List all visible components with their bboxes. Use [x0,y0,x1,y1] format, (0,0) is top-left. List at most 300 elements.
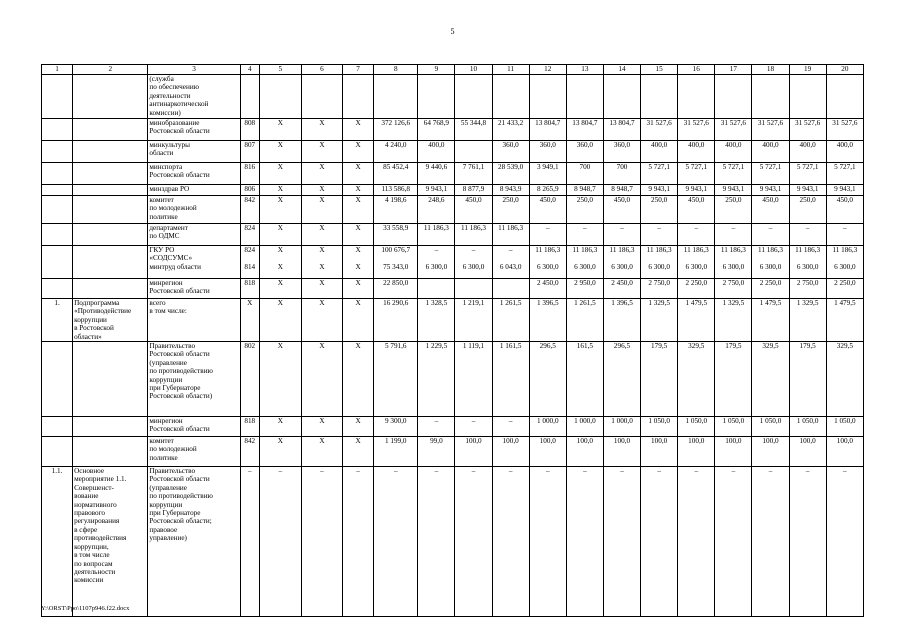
table-row [42,196,864,224]
amount-cell [715,75,752,119]
budget-code: 818 [240,279,259,299]
amount-cell: 1 229,5 [418,342,455,417]
row-number [42,119,73,141]
csr-code: X [301,141,342,163]
column-header: 8 [374,65,418,75]
amount-cell: 21 433,2 [492,119,529,141]
amount-cell: – 6 043,0 [492,246,529,279]
amount-cell: 9 300,0 [374,417,418,437]
amount-cell [455,279,492,299]
column-header: 2 [73,65,148,75]
amount-cell: 11 186,3 [455,224,492,246]
amount-cell: 11 186,3 6 300,0 [641,246,678,279]
program-name: Основное мероприятие 1.1. Совершенст- вование нормативного правового регулирования в сфере противодействия коррупции, в том числе по вопросам деятельности комиссии [73,467,148,617]
amount-cell: 11 186,3 6 300,0 [603,246,640,279]
amount-cell: 16 290,6 [374,299,418,342]
amount-cell: 64 768,9 [418,119,455,141]
executor-name: всего в том числе: [148,299,240,342]
amount-cell: 11 186,3 6 300,0 [826,246,863,279]
rzpr-code: X [259,141,301,163]
rzpr-code: X [259,342,301,417]
budget-code: 807 [240,141,259,163]
footer-file-path: Y:\ORST\Ppo\1107p946.f22.docx [41,605,130,612]
budget-code [240,75,259,119]
vr-code: X X [343,246,374,279]
csr-code: X [301,119,342,141]
vr-code: X [343,342,374,417]
program-name [73,141,148,163]
amount-cell: – [603,467,640,617]
amount-cell [374,75,418,119]
amount-cell: 5 727,1 [715,163,752,185]
amount-cell: 9 943,1 [752,185,789,196]
amount-cell: 8 943,9 [492,185,529,196]
amount-cell: 250,0 [492,196,529,224]
vr-code: X [343,299,374,342]
table-row [42,246,864,279]
amount-cell: 31 527,6 [789,119,826,141]
row-number [42,224,73,246]
vr-code: – [343,467,374,617]
amount-cell: – [603,224,640,246]
amount-cell: – [826,224,863,246]
amount-cell: – [752,224,789,246]
amount-cell: 1 000,0 [566,417,603,437]
amount-cell [678,75,715,119]
amount-cell: 13 804,7 [603,119,640,141]
row-number [42,437,73,467]
column-header: 10 [455,65,492,75]
amount-cell: 1 329,5 [641,299,678,342]
amount-cell: 100,0 [603,437,640,467]
amount-cell [492,279,529,299]
amount-cell: 4 198,6 [374,196,418,224]
program-name [73,246,148,279]
rzpr-code: X [259,163,301,185]
vr-code [343,75,374,119]
column-header: 14 [603,65,640,75]
rzpr-code: X [259,196,301,224]
amount-cell: 100,0 [678,437,715,467]
amount-cell: – [418,467,455,617]
amount-cell: 100,0 [715,437,752,467]
executor-name: (служба по обеспечению деятельности антинаркотической комиссии) [148,75,240,119]
column-header: 6 [301,65,342,75]
executor-name: департамент по ОДМС [148,224,240,246]
amount-cell: 372 126,6 [374,119,418,141]
column-header: 11 [492,65,529,75]
table-row [42,224,864,246]
program-name [73,437,148,467]
rzpr-code: X [259,185,301,196]
column-header: 12 [529,65,566,75]
amount-cell [641,75,678,119]
executor-name: минрегион Ростовской области [148,279,240,299]
amount-cell: 450,0 [529,196,566,224]
row-number [42,196,73,224]
vr-code: X [343,119,374,141]
amount-cell: 1 479,5 [826,299,863,342]
program-name [73,119,148,141]
amount-cell: 22 850,0 [374,279,418,299]
amount-cell: 1 261,5 [566,299,603,342]
budget-code: 824 [240,224,259,246]
rzpr-code: X [259,437,301,467]
amount-cell: 296,5 [603,342,640,417]
amount-cell: – [566,224,603,246]
amount-cell: 11 186,3 6 300,0 [789,246,826,279]
amount-cell: 179,5 [641,342,678,417]
amount-cell: – [641,467,678,617]
amount-cell: 1 329,5 [789,299,826,342]
amount-cell: 2 750,0 [789,279,826,299]
executor-name: комитет по молодежной политике [148,437,240,467]
amount-cell: – 6 300,0 [418,246,455,279]
amount-cell: 31 527,6 [678,119,715,141]
amount-cell: 100,0 [455,437,492,467]
amount-cell: 250,0 [715,196,752,224]
amount-cell: 2 250,0 [678,279,715,299]
amount-cell: – [789,224,826,246]
executor-name: минкультуры области [148,141,240,163]
amount-cell: 1 000,0 [529,417,566,437]
budget-code: 824 814 [240,246,259,279]
vr-code: X [343,163,374,185]
program-name [73,196,148,224]
amount-cell: 179,5 [715,342,752,417]
amount-cell: 5 727,1 [752,163,789,185]
program-name: Подпрограмма «Противодействие коррупции в Ростовской области» [73,299,148,342]
amount-cell: 329,5 [678,342,715,417]
amount-cell: – [492,417,529,437]
csr-code: X [301,299,342,342]
amount-cell: 11 186,3 6 300,0 [529,246,566,279]
amount-cell [789,75,826,119]
amount-cell: 400,0 [715,141,752,163]
csr-code: X [301,185,342,196]
csr-code: X X [301,246,342,279]
amount-cell: 1 199,0 [374,437,418,467]
column-header: 9 [418,65,455,75]
amount-cell: 9 943,1 [678,185,715,196]
column-header: 16 [678,65,715,75]
amount-cell: 100,0 [492,437,529,467]
amount-cell: 700 [603,163,640,185]
row-number [42,279,73,299]
amount-cell: 400,0 [789,141,826,163]
amount-cell: – [529,467,566,617]
amount-cell: 5 727,1 [641,163,678,185]
row-number: 1. [42,299,73,342]
row-number [42,246,73,279]
amount-cell: 1 050,0 [678,417,715,437]
amount-cell: – [566,467,603,617]
amount-cell: 2 250,0 [826,279,863,299]
amount-cell: 400,0 [678,141,715,163]
program-name [73,185,148,196]
rzpr-code: X [259,279,301,299]
amount-cell: 8 877,9 [455,185,492,196]
amount-cell: – [455,417,492,437]
table-row [42,163,864,185]
amount-cell: – [492,467,529,617]
amount-cell: 100,0 [641,437,678,467]
amount-cell: 31 527,6 [752,119,789,141]
amount-cell: 100,0 [566,437,603,467]
vr-code: X [343,279,374,299]
row-number [42,163,73,185]
amount-cell: 11 186,3 6 300,0 [678,246,715,279]
amount-cell: 1 050,0 [752,417,789,437]
amount-cell: 1 050,0 [641,417,678,437]
column-header: 15 [641,65,678,75]
column-header: 3 [148,65,240,75]
amount-cell: – [752,467,789,617]
table-row [42,279,864,299]
amount-cell: 1 396,5 [529,299,566,342]
amount-cell: 8 265,9 [529,185,566,196]
program-name [73,417,148,437]
amount-cell: 9 943,1 [641,185,678,196]
table-row [42,75,864,119]
amount-cell: 1 396,5 [603,299,640,342]
amount-cell: 700 [566,163,603,185]
amount-cell: 450,0 [455,196,492,224]
amount-cell: 1 050,0 [826,417,863,437]
column-header: 17 [715,65,752,75]
budget-code: 816 [240,163,259,185]
amount-cell: 1 050,0 [789,417,826,437]
amount-cell: – [715,467,752,617]
table-row [42,299,864,342]
csr-code: – [301,467,342,617]
row-number [42,141,73,163]
amount-cell: 1 479,5 [678,299,715,342]
table-row [42,119,864,141]
amount-cell: 5 727,1 [826,163,863,185]
amount-cell: 8 948,7 [566,185,603,196]
amount-cell: 100 676,7 75 343,0 [374,246,418,279]
row-number [42,75,73,119]
amount-cell: 100,0 [529,437,566,467]
amount-cell: 360,0 [566,141,603,163]
amount-cell: 11 186,3 [492,224,529,246]
budget-code: 842 [240,196,259,224]
executor-name: Правительство Ростовской области (управление по противодействию коррупции при Губернаторе Ростовской области) [148,342,240,417]
executor-name: Правительство Ростовской области (управление по противодействию коррупции при Губернаторе Ростовской области; правовое управление) [148,467,240,617]
amount-cell: 100,0 [752,437,789,467]
amount-cell [418,75,455,119]
rzpr-code: X [259,417,301,437]
budget-code: 802 [240,342,259,417]
amount-cell [752,75,789,119]
row-number [42,417,73,437]
executor-name: комитет по молодежной политике [148,196,240,224]
amount-cell: 85 452,4 [374,163,418,185]
executor-name: минобразование Ростовской области [148,119,240,141]
csr-code: X [301,224,342,246]
column-header: 1 [42,65,73,75]
rzpr-code: X [259,224,301,246]
amount-cell: 13 804,7 [529,119,566,141]
csr-code: X [301,342,342,417]
amount-cell: 11 186,3 6 300,0 [752,246,789,279]
vr-code: X [343,196,374,224]
amount-cell: 400,0 [752,141,789,163]
csr-code: X [301,417,342,437]
column-header: 18 [752,65,789,75]
amount-cell: 113 586,8 [374,185,418,196]
vr-code: X [343,185,374,196]
amount-cell: 1 000,0 [603,417,640,437]
amount-cell: 33 558,9 [374,224,418,246]
amount-cell: 9 440,6 [418,163,455,185]
amount-cell: – 6 300,0 [455,246,492,279]
amount-cell: 360,0 [492,141,529,163]
amount-cell: 329,5 [752,342,789,417]
column-header: 4 [240,65,259,75]
amount-cell: – [715,224,752,246]
table-row [42,417,864,437]
amount-cell: 2 450,0 [603,279,640,299]
amount-cell: – [678,467,715,617]
budget-code: X [240,299,259,342]
amount-cell: 55 344,8 [455,119,492,141]
amount-cell: 400,0 [641,141,678,163]
amount-cell: 450,0 [678,196,715,224]
program-name [73,224,148,246]
amount-cell: 31 527,6 [715,119,752,141]
vr-code: X [343,437,374,467]
amount-cell [418,279,455,299]
csr-code: X [301,437,342,467]
rzpr-code: X X [259,246,301,279]
program-name [73,342,148,417]
amount-cell: 2 750,0 [641,279,678,299]
vr-code: X [343,141,374,163]
column-header: 20 [826,65,863,75]
amount-cell: 250,0 [789,196,826,224]
amount-cell: 5 727,1 [789,163,826,185]
budget-code: – [240,467,259,617]
csr-code: X [301,279,342,299]
amount-cell: 161,5 [566,342,603,417]
amount-cell: 9 943,1 [826,185,863,196]
amount-cell: – [455,467,492,617]
amount-cell [455,75,492,119]
amount-cell: – [826,467,863,617]
executor-name: минздрав РО [148,185,240,196]
amount-cell: 7 761,1 [455,163,492,185]
amount-cell: 3 949,1 [529,163,566,185]
rzpr-code [259,75,301,119]
amount-cell: – [678,224,715,246]
column-header: 5 [259,65,301,75]
amount-cell: 11 186,3 [418,224,455,246]
amount-cell: 1 161,5 [492,342,529,417]
amount-cell: – [529,224,566,246]
amount-cell [603,75,640,119]
rzpr-code: X [259,299,301,342]
amount-cell: 360,0 [529,141,566,163]
budget-code: 842 [240,437,259,467]
amount-cell: 2 750,0 [715,279,752,299]
amount-cell: 450,0 [826,196,863,224]
amount-cell: 28 539,0 [492,163,529,185]
vr-code: X [343,417,374,437]
amount-cell: 2 450,0 [529,279,566,299]
column-header: 19 [789,65,826,75]
amount-cell: 31 527,6 [826,119,863,141]
amount-cell: 1 328,5 [418,299,455,342]
amount-cell: 4 240,0 [374,141,418,163]
budget-table [41,64,864,617]
amount-cell: 1 050,0 [715,417,752,437]
amount-cell [455,141,492,163]
page-number: 5 [450,27,455,36]
amount-cell: 1 329,5 [715,299,752,342]
amount-cell: 5 791,6 [374,342,418,417]
amount-cell: 400,0 [826,141,863,163]
amount-cell: 250,0 [641,196,678,224]
amount-cell: 31 527,6 [641,119,678,141]
amount-cell: 13 804,7 [566,119,603,141]
table-row [42,185,864,196]
amount-cell: 1 119,1 [455,342,492,417]
amount-cell: 250,0 [566,196,603,224]
amount-cell: – [418,417,455,437]
amount-cell: 400,0 [418,141,455,163]
row-number [42,185,73,196]
table-row [42,342,864,417]
csr-code [301,75,342,119]
amount-cell [529,75,566,119]
amount-cell: – [789,467,826,617]
program-name [73,75,148,119]
amount-cell: – [374,467,418,617]
program-name [73,163,148,185]
table-row [42,141,864,163]
amount-cell: 450,0 [752,196,789,224]
table-row [42,467,864,617]
table-row [42,437,864,467]
amount-cell: 100,0 [789,437,826,467]
executor-name: минрегион Ростовской области [148,417,240,437]
amount-cell: 360,0 [603,141,640,163]
csr-code: X [301,196,342,224]
header-row [42,65,864,75]
column-header: 13 [566,65,603,75]
executor-name: минспорта Ростовской области [148,163,240,185]
amount-cell: 296,5 [529,342,566,417]
amount-cell [492,75,529,119]
vr-code: X [343,224,374,246]
amount-cell: 1 261,5 [492,299,529,342]
amount-cell: 2 950,0 [566,279,603,299]
amount-cell: 248,6 [418,196,455,224]
rzpr-code: – [259,467,301,617]
amount-cell: 11 186,3 6 300,0 [566,246,603,279]
budget-code: 818 [240,417,259,437]
budget-code: 808 [240,119,259,141]
amount-cell [826,75,863,119]
budget-code: 806 [240,185,259,196]
amount-cell: 100,0 [826,437,863,467]
amount-cell: 1 479,5 [752,299,789,342]
amount-cell: 9 943,1 [715,185,752,196]
executor-name: ГКУ РО «СОДСУМС» минтруд области [148,246,240,279]
column-header: 7 [343,65,374,75]
